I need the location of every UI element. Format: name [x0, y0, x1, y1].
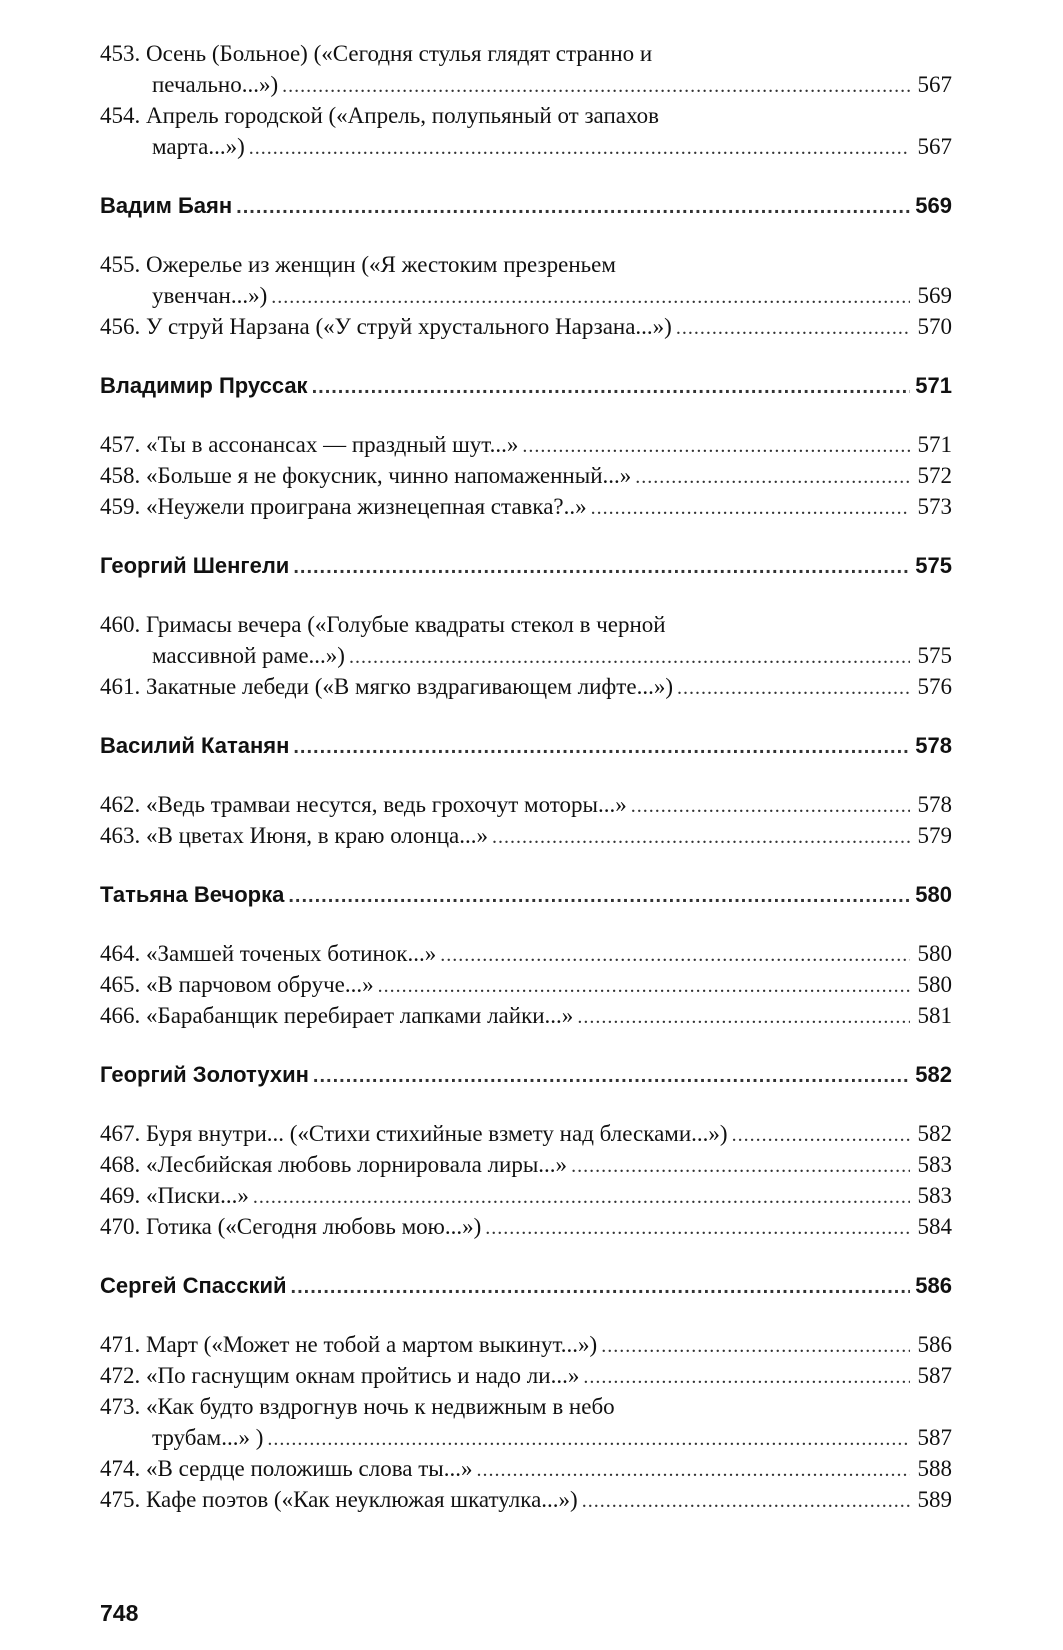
leader-dots: [583, 1362, 910, 1393]
page-ref: 573: [917, 494, 952, 519]
leader-dots: [601, 1331, 910, 1362]
leader-dots: [522, 431, 910, 462]
leader-dots: [631, 791, 910, 822]
page-ref: 586: [915, 1273, 952, 1298]
toc-entry-row: [100, 491, 952, 522]
page-ref: 580: [917, 972, 952, 997]
toc-entry-row: [100, 671, 952, 702]
toc-entry-row: [100, 1211, 952, 1242]
leader-dots: [249, 133, 910, 164]
leader-dots: [492, 822, 910, 853]
entry-title: 472. «По гаснущим окнам пройтись и надо ли...»: [100, 1363, 580, 1388]
leader-dots: [282, 71, 910, 102]
page-ref: 576: [917, 674, 952, 699]
page-ref: 580: [917, 941, 952, 966]
page-ref: 579: [917, 823, 952, 848]
entry-title: 468. «Лесбийская любовь лорнировала лиры...»: [100, 1152, 568, 1177]
entry-title: 471. Март («Может не тобой а мартом выкинут...»): [100, 1332, 598, 1357]
toc-entry-row: [100, 429, 952, 460]
toc-entry-row: [100, 1149, 952, 1180]
toc-entry-row: [100, 1000, 952, 1031]
leader-dots: [253, 1182, 910, 1213]
entry-title: 462. «Ведь трамваи несутся, ведь грохочут моторы...»: [100, 792, 627, 817]
entry-title: 474. «В сердце положишь слова ты...»: [100, 1456, 473, 1481]
toc-entry-row: [100, 1422, 952, 1453]
page-ref: 587: [917, 1425, 952, 1450]
leader-dots: [440, 940, 910, 971]
leader-dots: [677, 673, 910, 704]
page-ref: 575: [915, 553, 952, 578]
toc-entry-first-line: 454. Апрель городской («Апрель, полупьяный от запахов: [100, 103, 659, 128]
leader-dots: [378, 971, 910, 1002]
page-ref: 587: [917, 1363, 952, 1388]
leader-dots: [312, 372, 910, 403]
leader-dots: [313, 1061, 910, 1092]
entry-title: печально...»): [152, 72, 279, 97]
toc-author-row: [100, 370, 952, 401]
leader-dots: [236, 192, 910, 223]
entry-title: 464. «Замшей точеных ботинок...»: [100, 941, 437, 966]
entry-title: 466. «Барабанщик перебирает лапками лайки...»: [100, 1003, 574, 1028]
author-name: Вадим Баян: [100, 193, 233, 218]
page-ref: 586: [917, 1332, 952, 1357]
toc-entry-row: [100, 1180, 952, 1211]
toc-entry-row: [100, 460, 952, 491]
toc-entry-first-line: 473. «Как будто вздрогнув ночь к недвижным в небо: [100, 1394, 615, 1419]
author-name: Владимир Пруссак: [100, 373, 308, 398]
entry-title: массивной раме...»): [152, 643, 345, 668]
toc-entry-row: [100, 280, 952, 311]
toc-author-row: [100, 190, 952, 221]
toc-author-row: [100, 1059, 952, 1090]
page-ref: 581: [917, 1003, 952, 1028]
leader-dots: [732, 1120, 910, 1151]
entry-title: 459. «Неужели проиграна жизнецепная ставка?..»: [100, 494, 587, 519]
entry-title: 461. Закатные лебеди («В мягко вздрагивающем лифте...»): [100, 674, 673, 699]
page-ref: 569: [917, 283, 952, 308]
page-ref: 569: [915, 193, 952, 218]
leader-dots: [293, 732, 910, 763]
toc-entry-row: [100, 938, 952, 969]
page-ref: 572: [917, 463, 952, 488]
leader-dots: [577, 1002, 910, 1033]
entry-title: 463. «В цветах Июня, в краю олонца...»: [100, 823, 488, 848]
page-ref: 580: [915, 882, 952, 907]
leader-dots: [676, 313, 910, 344]
page-ref: 582: [917, 1121, 952, 1146]
page-ref: 589: [917, 1487, 952, 1512]
toc-author-row: [100, 1270, 952, 1301]
page-ref: 571: [915, 373, 952, 398]
page-number: 748: [100, 1600, 139, 1626]
toc-entry-row: [100, 789, 952, 820]
entry-title: 475. Кафе поэтов («Как неуклюжая шкатулка...»): [100, 1487, 578, 1512]
page-ref: 578: [917, 792, 952, 817]
leader-dots: [591, 493, 910, 524]
toc-entry-row: [100, 969, 952, 1000]
page-ref: 582: [915, 1062, 952, 1087]
page-ref: 570: [917, 314, 952, 339]
toc-entry-row: [100, 131, 952, 162]
author-name: Татьяна Вечорка: [100, 882, 285, 907]
entry-title: 470. Готика («Сегодня любовь мою...»): [100, 1214, 482, 1239]
page-ref: 583: [917, 1152, 952, 1177]
author-name: Георгий Золотухин: [100, 1062, 309, 1087]
entry-title: 467. Буря внутри... («Стихи стихийные взмету над блесками...»): [100, 1121, 728, 1146]
leader-dots: [288, 881, 910, 912]
page-ref: 567: [917, 134, 952, 159]
entry-title: 458. «Больше я не фокусник, чинно напомаженный...»: [100, 463, 632, 488]
author-name: Василий Катанян: [100, 733, 290, 758]
author-name: Сергей Спасский: [100, 1273, 287, 1298]
toc-entry-row: [100, 69, 952, 100]
page-ref: 567: [917, 72, 952, 97]
entry-title: трубам...» ): [152, 1425, 264, 1450]
toc-entry-row: [100, 1360, 952, 1391]
toc-entry-row: [100, 1484, 952, 1515]
entry-title: 456. У струй Нарзана («У струй хрустального Нарзана...»): [100, 314, 672, 339]
toc-entry-first-line: 455. Ожерелье из женщин («Я жестоким презреньем: [100, 252, 616, 277]
toc-author-row: [100, 879, 952, 910]
page-ref: 575: [917, 643, 952, 668]
entry-title: увенчан...»): [152, 283, 268, 308]
leader-dots: [635, 462, 910, 493]
page-ref: 571: [917, 432, 952, 457]
leader-dots: [271, 282, 910, 313]
author-name: Георгий Шенгели: [100, 553, 290, 578]
toc-author-row: [100, 730, 952, 761]
toc-entry-row: [100, 820, 952, 851]
toc-entry-row: [100, 640, 952, 671]
leader-dots: [476, 1455, 910, 1486]
page-ref: 578: [915, 733, 952, 758]
entry-title: 465. «В парчовом обруче...»: [100, 972, 374, 997]
leader-dots: [291, 1272, 910, 1303]
leader-dots: [293, 552, 910, 583]
toc-entry-row: [100, 1118, 952, 1149]
toc-author-row: [100, 550, 952, 581]
toc-entry-first-line: 453. Осень (Больное) («Сегодня стулья глядят странно и: [100, 41, 653, 66]
entry-title: марта...»): [152, 134, 245, 159]
table-of-contents: [100, 38, 952, 1515]
entry-title: 457. «Ты в ассонансах — праздный шут...»: [100, 432, 519, 457]
leader-dots: [349, 642, 910, 673]
toc-entry-row: [100, 1329, 952, 1360]
page-ref: 588: [917, 1456, 952, 1481]
toc-entry-row: [100, 311, 952, 342]
leader-dots: [267, 1424, 910, 1455]
leader-dots: [582, 1486, 910, 1517]
toc-entry-first-line: 460. Гримасы вечера («Голубые квадраты стекол в черной: [100, 612, 666, 637]
leader-dots: [571, 1151, 910, 1182]
entry-title: 469. «Писки...»: [100, 1183, 249, 1208]
toc-entry-row: [100, 1453, 952, 1484]
page-ref: 584: [917, 1214, 952, 1239]
leader-dots: [485, 1213, 910, 1244]
page-ref: 583: [917, 1183, 952, 1208]
